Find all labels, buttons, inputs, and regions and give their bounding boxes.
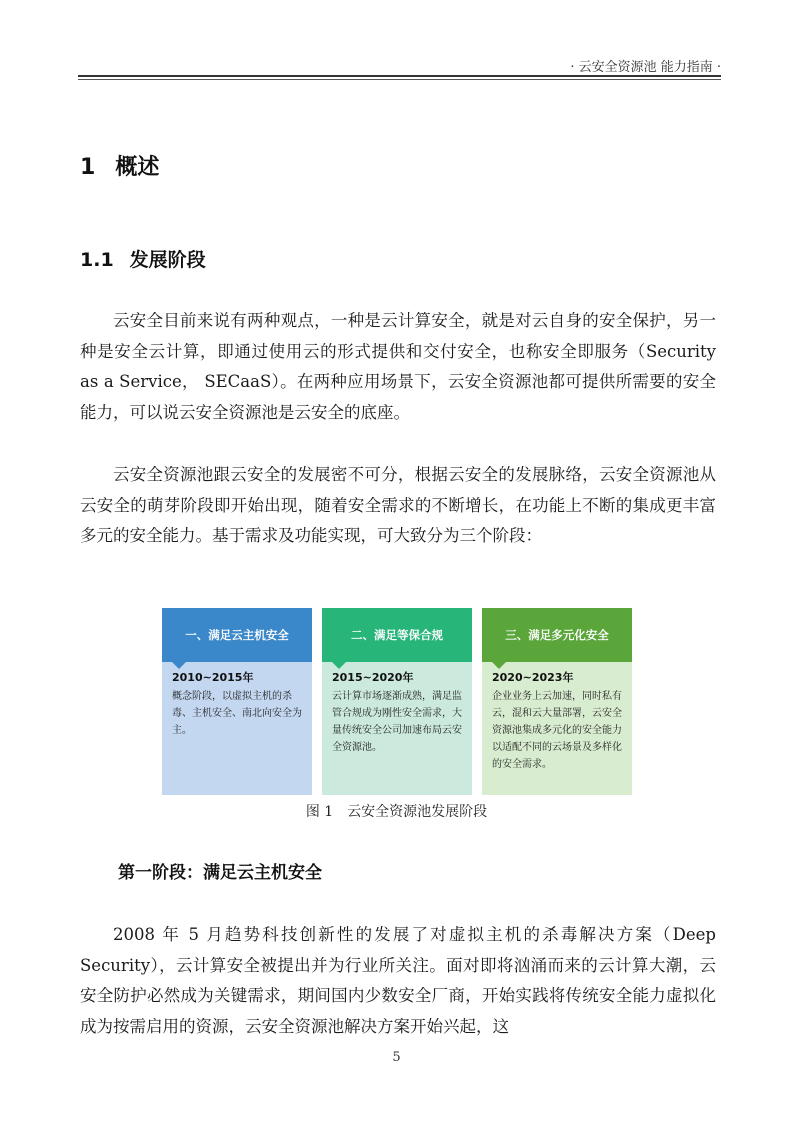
subsection-heading	[80, 245, 206, 272]
page-number: 5	[392, 1050, 401, 1065]
section-title: 概述	[115, 155, 160, 180]
stage-card-pointer	[332, 662, 346, 669]
stage-card-pointer	[172, 662, 186, 669]
stage-card-description: 概念阶段，以虚拟主机的杀毒、主机安全、南北向安全为主。	[172, 691, 302, 736]
paragraph-cloud-security-views: 云安全目前来说有两种观点，一种是云计算安全，就是对云自身的安全保护，另一种是安全云计算，即通过使用云的形式提供和交付安全，也称安全即服务（Security as a Service， SECaaS）。在两种应用场景下，云安全资源池都可提供所需要的安全能力，可以说云安全资源池是云安全的底座。	[80, 311, 716, 422]
stage-card-description: 企业业务上云加速，同时私有云，混和云大量部署，云安全资源池集成多元化的安全能力以适配不同的云场景及多样化的安全需求。	[492, 691, 622, 770]
subsection-title: 发展阶段	[129, 249, 206, 271]
figure-caption-text: 云安全资源池发展阶段	[347, 804, 488, 820]
stage1-heading: 第一阶段：满足云主机安全	[118, 863, 322, 883]
stage-card-2	[322, 608, 472, 795]
stage-card-years: 2010~2015年	[172, 671, 254, 684]
figure-caption	[0, 801, 793, 821]
stage-card-pointer	[492, 662, 506, 669]
figure-caption-number: 图 1	[305, 804, 334, 820]
section-number: 1	[80, 155, 96, 180]
subsection-number: 1.1	[80, 249, 114, 271]
stage-card-description: 云计算市场逐渐成熟，满足监管合规成为刚性安全需求，大量传统安全公司加速布局云安全资源池。	[332, 691, 462, 753]
stage-card-title: 一、满足云主机安全	[162, 608, 312, 662]
stage-card-3	[482, 608, 632, 795]
section-heading	[80, 150, 159, 181]
stage-card-years: 2020~2023年	[492, 671, 574, 684]
header-rule-thick	[78, 75, 721, 77]
paragraph-stage1: 2008 年 5 月趋势科技创新性的发展了对虚拟主机的杀毒解决方案（Deep Security），云计算安全被提出并为行业所关注。面对即将汹涌而来的云计算大潮，云安全防护必然成为关键需求，期间国内少数安全厂商，开始实践将传统安全能力虚拟化成为按需启用的资源，云安全资源池解决方案开始兴起，这	[80, 925, 716, 1036]
stage-card-years: 2015~2020年	[332, 671, 414, 684]
paragraph-development-stages: 云安全资源池跟云安全的发展密不可分，根据云安全的发展脉络，云安全资源池从云安全的萌芽阶段即开始出现，随着安全需求的不断增长，在功能上不断的集成更丰富多元的安全能力。基于需求及功能实现，可大致分为三个阶段：	[80, 465, 716, 545]
stage-card-1	[162, 608, 312, 795]
running-header: · 云安全资源池 能力指南 ·	[570, 60, 721, 75]
development-stages-figure	[162, 608, 632, 795]
header-rule-thin	[78, 79, 721, 80]
stage-card-title: 三、满足多元化安全	[482, 608, 632, 662]
stage-card-title: 二、满足等保合规	[322, 608, 472, 662]
